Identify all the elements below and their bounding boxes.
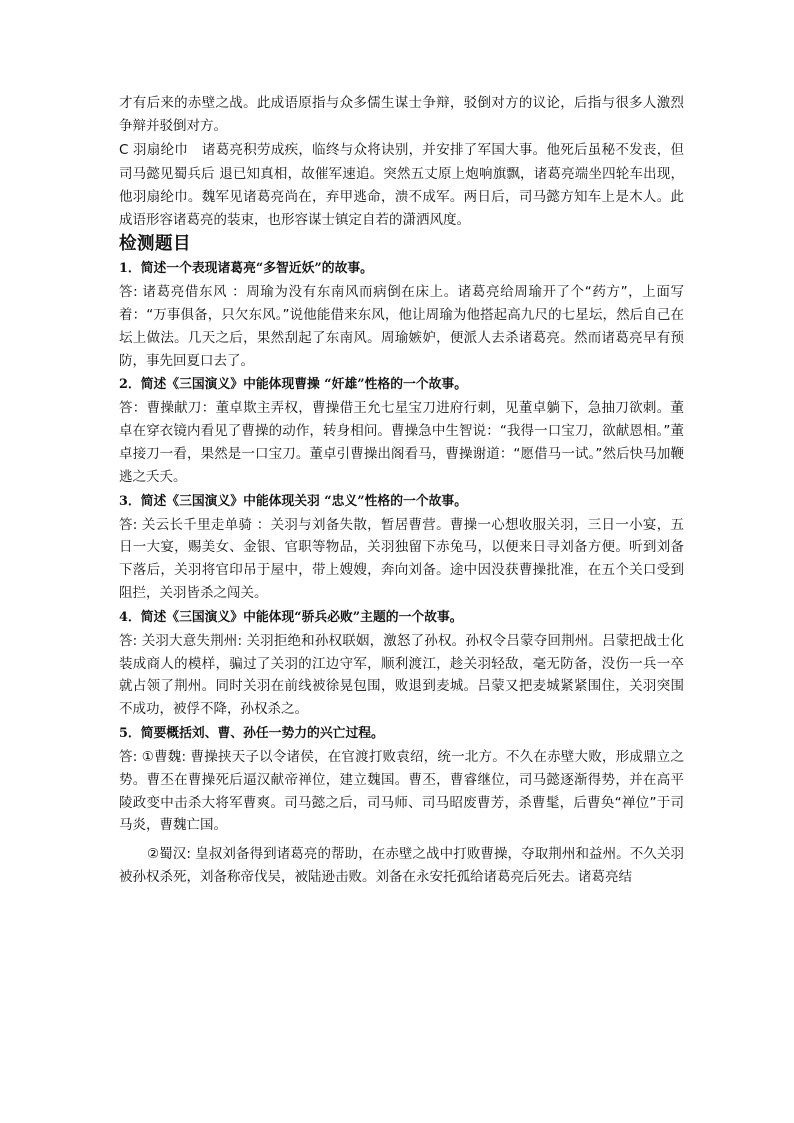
question-2: 2．简述《三国演义》中能体现曹操 “奸雄”性格的一个故事。 bbox=[119, 377, 468, 393]
question-1: 1．简述一个表现诸葛亮“多智近妖”的故事。 bbox=[119, 261, 373, 277]
answer-1: 答: 诸葛亮借东风 ：周瑜为没有东南风而病倒在床上。诸葛亮给周瑜开了个“药方”，上面写着：“万事俱备，只欠东风。”说他能借来东风，他让周瑜为他搭起高九尺的七星坛，然后自己在坛上做法。几天之后，果然刮起了东南风。周瑜嫉妒，便派人去杀诸葛亮。然而诸葛亮早有预防，事先回夏口去了。 bbox=[119, 284, 684, 369]
document-page bbox=[119, 92, 684, 889]
answer-2: 答：曹操献刀：董卓欺主弄权，曹操借王允七星宝刀进府行刺，见董卓躺下，急抽刀欲刺。董卓在穿衣镜内看见了曹操的动作，转身相问。曹操急中生智说：“我得一口宝刀，欲献恩相。”董卓接刀一看，果然是一口宝刀。董卓引曹操出阁看马，曹操谢道：“愿借马一试。”然后快马加鞭逃之夭夭。 bbox=[119, 400, 684, 485]
intro-paragraph-2: C 羽扇纶巾 诸葛亮积劳成疾，临终与众将诀别，并安排了军国大事。他死后虽秘不发丧，但司马懿见蜀兵后 退已知真相，故催军速追。突然五丈原上炮响旗飘，诸葛亮端坐四轮车出现，他羽扇纶巾。魏军见诸葛亮尚在，弃甲逃命，溃不成军。两日后，司马懿方知车上是木人。此成语形容诸葛亮的装束，也形容谋士镇定自若的潇洒风度。 bbox=[119, 142, 684, 229]
intro-paragraph-1: 才有后来的赤壁之战。此成语原指与众多儒生谋士争辩，驳倒对方的议论，后指与很多人激烈争辩并驳倒对方。 bbox=[119, 95, 684, 135]
question-3: 3．简述《三国演义》中能体现关羽 “忠义”性格的一个故事。 bbox=[119, 493, 468, 509]
section-title: 检测题目 bbox=[119, 234, 191, 255]
answer-4: 答: 关羽大意失荆州: 关羽拒绝和孙权联姻，激怒了孙权。孙权令吕蒙夺回荆州。吕蒙把战士化装成商人的模样，骗过了关羽的江边守军，顺利渡江，趁关羽轻敌，毫无防备，没伤一兵一卒就占领了荆州。同时关羽在前线被徐晃包围，败退到麦城。吕蒙又把麦城紧紧围住，关羽突围不成功，被俘不降，孙权杀之。 bbox=[119, 632, 684, 718]
answer-5-part-2: ②蜀汉: 皇叔刘备得到诸葛亮的帮助，在赤壁之战中打败曹操，夺取荆州和益州。不久关羽被孙权杀死，刘备称帝伐吴，被陆逊击败。刘备在永安托孤给诸葛亮后死去。诸葛亮结 bbox=[119, 846, 684, 885]
answer-3: 答: 关云长千里走单骑 ：关羽与刘备失散，暂居曹营。曹操一心想收服关羽，三日一小宴，五日一大宴，赐美女、金银、官职等物品，关羽独留下赤兔马，以便来日寻刘备方便。听到刘备下落后，关羽将官印吊于屋中，带上嫂嫂，奔向刘备。途中因没获曹操批准，在五个关口受到阻拦，关羽皆杀之闯关。 bbox=[119, 516, 684, 601]
answer-5: 答: ①曹魏: 曹操挟天子以令诸侯，在官渡打败袁绍，统一北方。不久在赤壁大败，形成鼎立之势。曹丕在曹操死后逼汉献帝禅位，建立魏国。曹丕，曹睿继位，司马懿逐渐得势，并在高平陵政变中击杀大将军曹爽。司马懿之后，司马师、司马昭废曹芳，杀曹髦，后曹奂“禅位”于司马炎，曹魏亡国。 bbox=[119, 748, 684, 834]
question-5: 5．简要概括刘、曹、孙任一势力的兴亡过程。 bbox=[119, 725, 384, 741]
question-4: 4．简述《三国演义》中能体现“骄兵必败”主题的一个故事。 bbox=[119, 609, 463, 625]
